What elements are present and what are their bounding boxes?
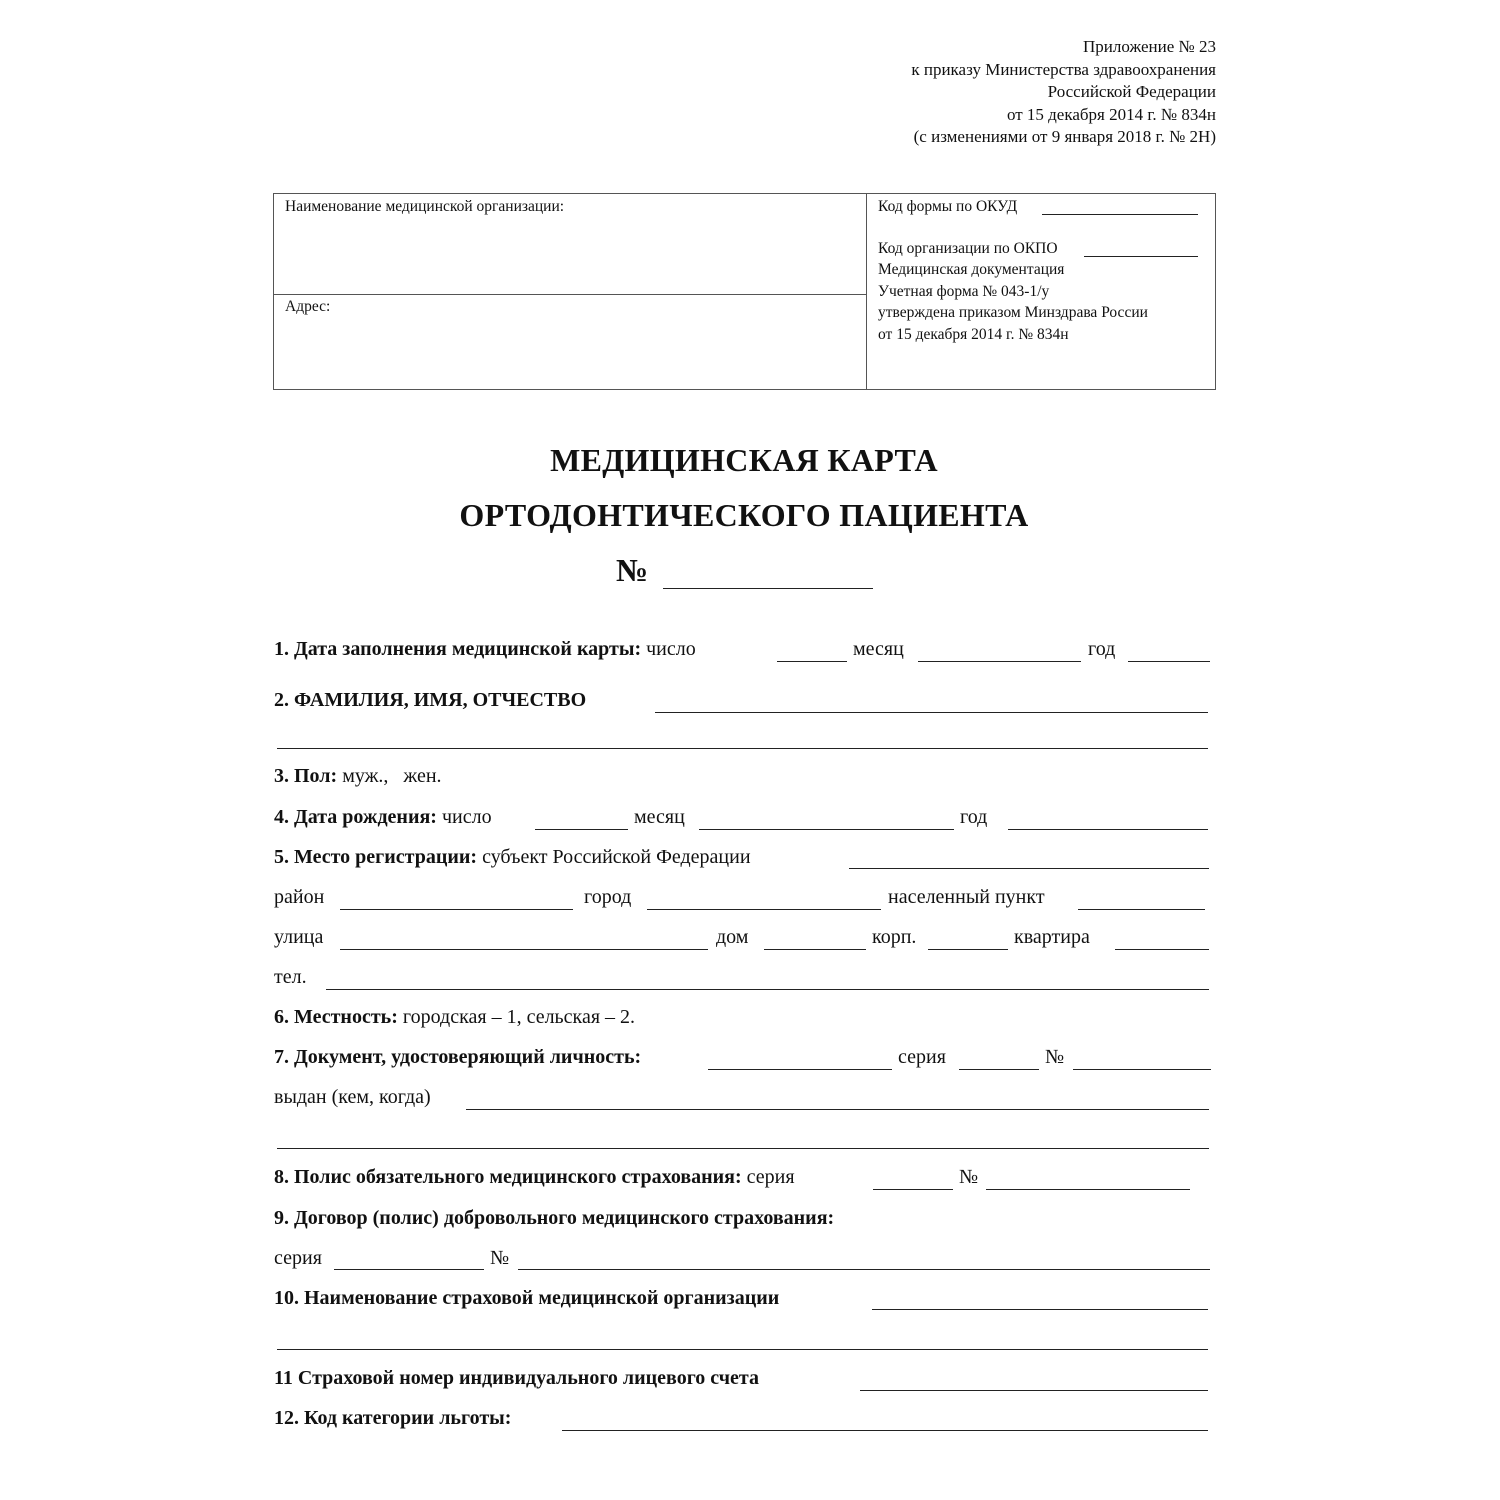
fill-date-year-field[interactable] [1128, 661, 1210, 662]
dms-number-field[interactable] [518, 1269, 1210, 1270]
subject-field[interactable] [849, 868, 1209, 869]
year-label: год [1088, 638, 1116, 660]
order-reference-header [911, 36, 1216, 149]
month-label: месяц [634, 806, 685, 828]
day-label: число [441, 806, 492, 828]
dms-policy-label: 9. Договор (полис) добровольного медицинского страхования: [274, 1207, 835, 1229]
organization-info-box [273, 193, 1216, 390]
header-line: Приложение № 23 [1083, 37, 1216, 56]
insurer-name-label: 10. Наименование страховой медицинской организации [274, 1287, 780, 1309]
subject-label: субъект Российской Федерации [482, 846, 751, 868]
sex-label: 3. Пол: [274, 765, 338, 787]
id-document-field[interactable] [708, 1069, 892, 1070]
building-field[interactable] [928, 949, 1008, 950]
benefit-code-field[interactable] [562, 1430, 1208, 1431]
id-series-field[interactable] [959, 1069, 1039, 1070]
oms-series-field[interactable] [873, 1189, 953, 1190]
okud-label: Код формы по ОКУД [878, 198, 1018, 215]
phone-field[interactable] [326, 989, 1209, 990]
field-1-row [274, 638, 696, 661]
birth-year-field[interactable] [1008, 829, 1208, 830]
fill-date-label: 1. Дата заполнения медицинской карты: [274, 638, 642, 660]
house-field[interactable] [764, 949, 866, 950]
registration-label: 5. Место регистрации: [274, 846, 478, 868]
apartment-label: квартира [1014, 926, 1090, 948]
number-label: № [1045, 1046, 1065, 1068]
full-name-field-cont[interactable] [277, 748, 1208, 749]
street-label: улица [274, 926, 324, 948]
field-5-row [274, 846, 751, 869]
org-name-label: Наименование медицинской организации: [285, 198, 565, 215]
apartment-field[interactable] [1115, 949, 1209, 950]
okpo-field[interactable] [1084, 256, 1198, 257]
approval-line: утверждена приказом Минздрава России [878, 304, 1148, 321]
header-line: от 15 декабря 2014 г. № 834н [1006, 104, 1216, 124]
locality-options[interactable]: городская – 1, сельская – 2. [402, 1006, 636, 1028]
full-name-label: 2. ФАМИЛИЯ, ИМЯ, ОТЧЕСТВО [274, 689, 587, 711]
snils-label: 11 Страховой номер индивидуального лицевого счета [274, 1367, 759, 1389]
header-line: Российской Федерации [1047, 82, 1216, 101]
card-number-field[interactable] [663, 588, 873, 589]
id-document-label: 7. Документ, удостоверяющий личность: [274, 1046, 642, 1068]
field-3-row [274, 765, 442, 788]
oms-policy-label: 8. Полис обязательного медицинского страхования: [274, 1166, 742, 1188]
street-field[interactable] [340, 949, 708, 950]
header-line: (с изменениями от 9 января 2018 г. № 2Н) [913, 127, 1216, 146]
series-label: серия [746, 1166, 795, 1188]
settlement-field[interactable] [1078, 909, 1205, 910]
house-label: дом [716, 926, 749, 948]
sex-options[interactable]: муж., жен. [342, 765, 442, 787]
doc-type-line: Медицинская документация [878, 261, 1065, 278]
dms-series-field[interactable] [334, 1269, 484, 1270]
id-number-field[interactable] [1073, 1069, 1211, 1070]
okpo-label: Код организации по ОКПО [878, 240, 1058, 257]
issued-by-label: выдан (кем, когда) [274, 1086, 431, 1108]
snils-field[interactable] [860, 1390, 1208, 1391]
phone-label: тел. [274, 966, 307, 988]
district-field[interactable] [340, 909, 573, 910]
building-label: корп. [872, 926, 917, 948]
field-4-row [274, 806, 492, 829]
oms-number-field[interactable] [986, 1189, 1190, 1190]
header-line: к приказу Министерства здравоохранения [911, 59, 1216, 79]
birth-month-field[interactable] [699, 829, 954, 830]
fill-date-day-field[interactable] [777, 661, 847, 662]
city-label: город [584, 886, 632, 908]
series-label: серия [898, 1046, 946, 1068]
full-name-field[interactable] [655, 712, 1208, 713]
birth-day-field[interactable] [535, 829, 628, 830]
benefit-code-label: 12. Код категории льготы: [274, 1407, 512, 1429]
number-label: № [959, 1166, 979, 1188]
birth-date-label: 4. Дата рождения: [274, 806, 437, 828]
field-8-row [274, 1166, 795, 1189]
year-label: год [960, 806, 988, 828]
series-label: серия [274, 1247, 322, 1269]
district-label: район [274, 886, 325, 908]
card-number-label: № [616, 552, 649, 588]
box-divider-vertical [866, 194, 867, 389]
city-field[interactable] [647, 909, 881, 910]
insurer-name-field[interactable] [872, 1309, 1208, 1310]
issued-by-field[interactable] [466, 1109, 1209, 1110]
fill-date-month-field[interactable] [918, 661, 1081, 662]
field-6-row [274, 1006, 635, 1029]
page-title-line1: МЕДИЦИНСКАЯ КАРТА [550, 442, 938, 478]
address-label: Адрес: [285, 298, 331, 315]
settlement-label: населенный пункт [888, 886, 1045, 908]
locality-label: 6. Местность: [274, 1006, 398, 1028]
issued-by-field-cont[interactable] [277, 1148, 1209, 1149]
box-divider-horizontal [274, 294, 866, 295]
day-label: число [646, 638, 696, 660]
form-number-line: Учетная форма № 043-1/у [878, 282, 1050, 300]
approval-date-line: от 15 декабря 2014 г. № 834н [878, 325, 1069, 343]
insurer-name-field-cont[interactable] [277, 1349, 1208, 1350]
month-label: месяц [853, 638, 904, 660]
page-title-line2: ОРТОДОНТИЧЕСКОГО ПАЦИЕНТА [459, 497, 1029, 533]
okud-field[interactable] [1042, 214, 1198, 215]
number-label: № [490, 1247, 510, 1269]
